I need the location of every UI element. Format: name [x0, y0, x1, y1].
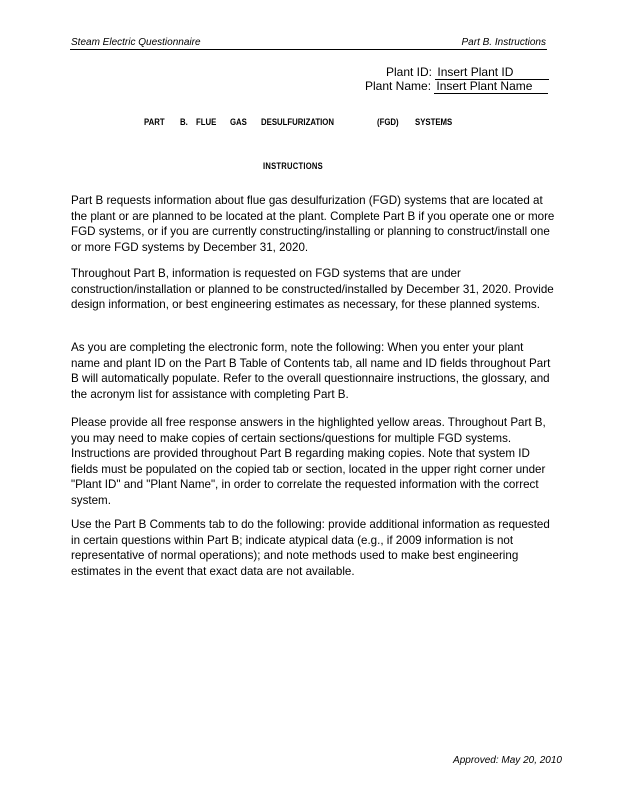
- part-title-word: PART: [144, 117, 165, 128]
- part-title-word: (FGD): [377, 117, 399, 128]
- paragraph: As you are completing the electronic form, note the following: When you enter your plant name and plant ID on the Part B Table of Contents tab, all name and ID fields throughout Part B will automatically populate. Refer to the overall questionnaire instructions, the glossary, and the acronym list for assistance with completing Part B.: [71, 341, 551, 401]
- part-title-word: GAS: [230, 117, 247, 128]
- header-left: Steam Electric Questionnaire: [71, 37, 201, 48]
- plant-id-row: [386, 65, 549, 80]
- plant-id-label: Plant ID:: [386, 65, 433, 79]
- plant-name-row: [365, 79, 548, 94]
- paragraph: Please provide all free response answers in the highlighted yellow areas. Throughout Part B, you may need to make copies of certain sections/questions for multiple FGD systems. Instructions are provided throughout Part B regarding making copies. Note that system ID fields must be populated on the copied tab or section, located in the upper right corner under "Plant ID" and "Plant Name", in order to correlate the requested information with the correct system.: [71, 416, 546, 507]
- part-title-word: DESULFURIZATION: [261, 117, 334, 128]
- part-title-word: B.: [180, 117, 188, 128]
- header-right: Part B. Instructions: [461, 37, 546, 48]
- plant-name-label: Plant Name:: [365, 79, 432, 93]
- approved-date: Approved: May 20, 2010: [453, 755, 562, 766]
- plant-id-field[interactable]: Insert Plant ID: [435, 66, 549, 80]
- paragraph: Use the Part B Comments tab to do the following: provide additional information as requested in certain questions within Part B; indicate atypical data (e.g., if 2009 information is not representative of normal operations); and note methods used to make best engineering estimates in the event that exact data are not available.: [71, 518, 550, 578]
- paragraph: Part B requests information about flue gas desulfurization (FGD) systems that are located at the plant or are planned to be located at the plant. Complete Part B if you operate one or more FGD systems, or if you are currently constructing/installing or planning to construct/install one or more FGD systems by December 31, 2020.: [71, 194, 555, 254]
- part-title-word: FLUE: [196, 117, 217, 128]
- header-rule: [70, 49, 547, 50]
- paragraph: Throughout Part B, information is requested on FGD systems that are under construction/installation or planned to be constructed/installed by December 31, 2020. Provide design information, or best engineering estimates as necessary, for these planned systems.: [71, 267, 554, 312]
- part-title-word: SYSTEMS: [415, 117, 453, 128]
- plant-name-field[interactable]: Insert Plant Name: [434, 80, 548, 94]
- section-title: INSTRUCTIONS: [263, 161, 323, 172]
